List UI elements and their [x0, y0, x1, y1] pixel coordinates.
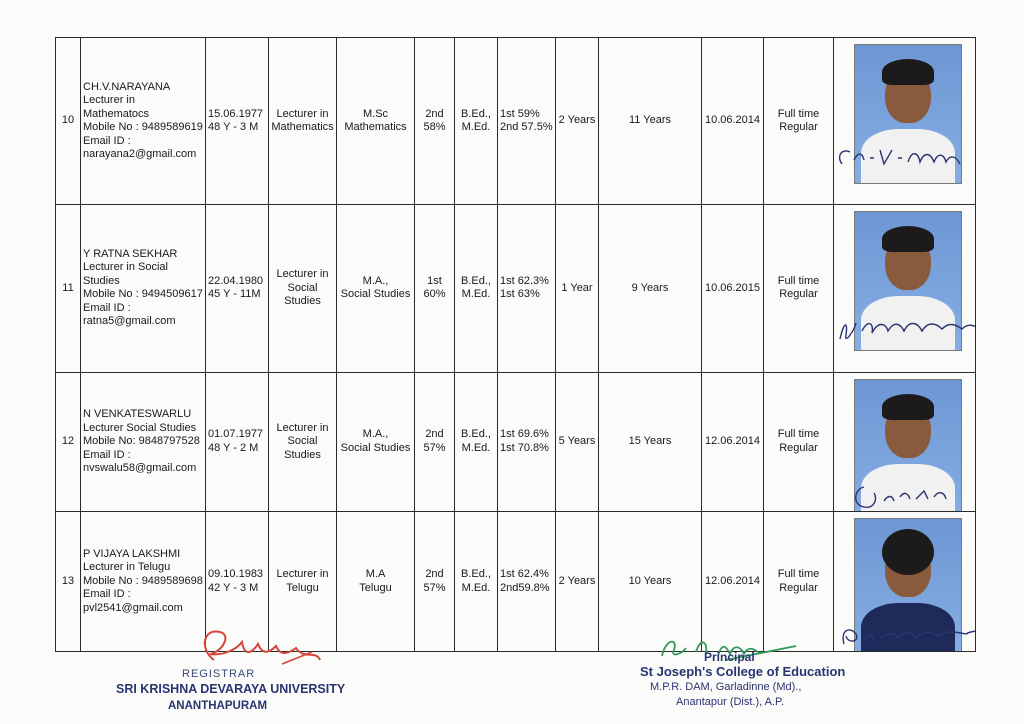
professional-qualification	[455, 205, 498, 372]
staff-email-label: Email ID :	[83, 134, 131, 147]
pg-class-line: 58%	[423, 121, 446, 134]
professional-class-line: 1st 63%	[500, 288, 540, 301]
staff-signature	[834, 134, 976, 174]
serial-number: 13	[56, 512, 81, 652]
photo-signature-cell	[834, 205, 976, 372]
photo-signature-cell	[834, 512, 976, 652]
professional-class-line: 1st 59%	[500, 107, 540, 120]
staff-mobile: Mobile No : 9489589619	[83, 121, 203, 134]
nature-of-appointment	[764, 205, 834, 372]
date-of-birth: 22.04.1980	[208, 274, 264, 287]
professional-qualification-line: B.Ed.,	[461, 428, 491, 441]
experience-college: 2 Years	[556, 512, 599, 652]
pg-qualification-line: Mathematics	[344, 121, 407, 134]
pg-qualification-line: Telugu	[359, 581, 392, 594]
staff-email: ratna5@gmail.com	[83, 315, 176, 328]
nature-of-appointment-line: Regular	[779, 121, 818, 134]
serial-number: 10	[56, 38, 81, 205]
age: 48 Y - 2 M	[208, 441, 259, 454]
professional-class-line: 2nd 57.5%	[500, 121, 553, 134]
pg-qualification-line: M.A.,	[362, 428, 389, 441]
principal-address-line1: M.P.R. DAM, Garladinne (Md).,	[650, 681, 802, 693]
registrar-university: SRI KRISHNA DEVARAYA UNIVERSITY	[116, 682, 346, 696]
staff-email: nvswalu58@gmail.com	[83, 462, 197, 475]
professional-qualification-line: B.Ed.,	[461, 274, 491, 287]
professional-class-line: 1st 62.4%	[500, 568, 549, 581]
designation	[269, 205, 337, 372]
pg-qualification	[337, 38, 415, 205]
staff-signature	[834, 301, 976, 341]
nature-of-appointment	[764, 372, 834, 512]
professional-class	[498, 372, 556, 512]
age: 42 Y - 3 M	[208, 581, 259, 594]
table-row	[56, 372, 976, 512]
professional-class	[498, 38, 556, 205]
date-of-birth: 09.10.1983	[208, 568, 264, 581]
designation	[269, 38, 337, 205]
pg-class-line: 60%	[423, 288, 446, 301]
registrar-city: ANANTHAPURAM	[168, 700, 268, 712]
pg-class-line: 2nd	[425, 107, 444, 120]
staff-role: Lecturer Social Studies	[83, 421, 197, 434]
staff-name: CH.V.NARAYANA	[83, 80, 171, 93]
pg-class-line: 2nd	[425, 568, 444, 581]
professional-class-line: 1st 70.8%	[500, 441, 549, 454]
photo-signature-cell	[834, 372, 976, 512]
staff-details	[81, 205, 206, 372]
nature-of-appointment-line: Full time	[777, 428, 820, 441]
staff-details	[81, 512, 206, 652]
professional-qualification-line: M.Ed.	[461, 441, 491, 454]
professional-class	[498, 512, 556, 652]
staff-email-label: Email ID :	[83, 301, 131, 314]
staff-role: Lecturer in Telugu	[83, 561, 171, 574]
date-of-joining: 12.06.2014	[702, 512, 764, 652]
pg-qualification-line: Social Studies	[340, 441, 411, 454]
pg-qualification-line: M.Sc	[362, 107, 389, 120]
designation-line: Telugu	[286, 581, 319, 594]
staff-details	[81, 372, 206, 512]
staff-details	[81, 38, 206, 205]
designation	[269, 372, 337, 512]
nature-of-appointment-line: Full time	[777, 107, 820, 120]
professional-qualification-line: M.Ed.	[461, 121, 491, 134]
faculty-sheet	[55, 37, 975, 652]
pg-qualification-line: M.A.,	[362, 274, 389, 287]
professional-qualification-line: M.Ed.	[461, 288, 491, 301]
experience-college: 1 Year	[556, 205, 599, 372]
date-of-birth-age	[206, 38, 269, 205]
nature-of-appointment	[764, 38, 834, 205]
pg-qualification-line: M.A	[365, 568, 386, 581]
pg-qualification	[337, 372, 415, 512]
principal-college: St Joseph's College of Education	[640, 664, 846, 679]
registrar-label: REGISTRAR	[182, 668, 256, 680]
designation-line: Lecturer in	[276, 107, 329, 120]
professional-qualification-line: B.Ed.,	[461, 107, 491, 120]
date-of-birth: 15.06.1977	[208, 107, 264, 120]
date-of-birth-age	[206, 205, 269, 372]
photo-signature-cell	[834, 38, 976, 205]
professional-qualification	[455, 372, 498, 512]
designation-line: Lecturer in	[276, 568, 329, 581]
staff-mobile: Mobile No : 9489589698	[83, 574, 203, 587]
date-of-joining: 12.06.2014	[702, 372, 764, 512]
professional-qualification-line: M.Ed.	[461, 581, 491, 594]
table-row	[56, 38, 976, 205]
experience-college: 2 Years	[556, 38, 599, 205]
nature-of-appointment-line: Regular	[779, 288, 818, 301]
experience-total: 11 Years	[599, 38, 702, 205]
designation-line: Social	[287, 281, 318, 294]
staff-mobile: Mobile No : 9494509617	[83, 288, 203, 301]
designation-line: Mathematics	[271, 121, 334, 134]
professional-class-line: 2nd59.8%	[500, 581, 550, 594]
faculty-rows	[56, 38, 976, 652]
designation-line: Social	[287, 435, 318, 448]
nature-of-appointment-line: Regular	[779, 441, 818, 454]
pg-class	[415, 372, 455, 512]
date-of-birth: 01.07.1977	[208, 428, 264, 441]
experience-total: 15 Years	[599, 372, 702, 512]
professional-class-line: 1st 62.3%	[500, 274, 549, 287]
designation-line: Lecturer in	[276, 268, 329, 281]
faculty-table	[55, 37, 976, 652]
serial-number: 11	[56, 205, 81, 372]
nature-of-appointment-line: Regular	[779, 581, 818, 594]
staff-email-label: Email ID :	[83, 448, 131, 461]
pg-class-line: 2nd	[425, 428, 444, 441]
pg-qualification	[337, 512, 415, 652]
experience-college: 5 Years	[556, 372, 599, 512]
serial-number: 12	[56, 372, 81, 512]
experience-total: 10 Years	[599, 512, 702, 652]
staff-name: P VIJAYA LAKSHMI	[83, 547, 181, 560]
designation-line: Studies	[284, 448, 321, 461]
staff-email-label: Email ID :	[83, 588, 131, 601]
pg-qualification	[337, 205, 415, 372]
age: 45 Y - 11M	[208, 288, 261, 301]
professional-class-line: 1st 69.6%	[500, 428, 549, 441]
pg-class	[415, 512, 455, 652]
date-of-joining: 10.06.2015	[702, 205, 764, 372]
table-row	[56, 205, 976, 372]
staff-name: N VENKATESWARLU	[83, 408, 192, 421]
principal-title: Principal	[704, 650, 755, 664]
staff-mobile: Mobile No: 9848797528	[83, 435, 200, 448]
nature-of-appointment-line: Full time	[777, 274, 820, 287]
staff-role: Lecturer in Mathematocs	[83, 94, 150, 120]
age: 48 Y - 3 M	[208, 121, 259, 134]
professional-qualification	[455, 512, 498, 652]
date-of-joining: 10.06.2014	[702, 38, 764, 205]
professional-qualification	[455, 38, 498, 205]
pg-class-line: 1st	[427, 274, 442, 287]
pg-class-line: 57%	[423, 581, 446, 594]
pg-class	[415, 38, 455, 205]
professional-qualification-line: B.Ed.,	[461, 568, 491, 581]
experience-total: 9 Years	[599, 205, 702, 372]
designation-line: Studies	[284, 295, 321, 308]
nature-of-appointment	[764, 512, 834, 652]
staff-signature	[834, 469, 976, 509]
pg-qualification-line: Social Studies	[340, 288, 411, 301]
pg-class	[415, 205, 455, 372]
principal-address-line2: Anantapur (Dist.), A.P.	[676, 696, 785, 708]
designation-line: Lecturer in	[276, 421, 329, 434]
staff-email: pvl2541@gmail.com	[83, 601, 183, 614]
professional-class	[498, 205, 556, 372]
date-of-birth-age	[206, 372, 269, 512]
staff-role: Lecturer in Social Studies	[83, 261, 168, 287]
pg-class-line: 57%	[423, 441, 446, 454]
staff-name: Y RATNA SEKHAR	[83, 247, 178, 260]
staff-signature	[834, 608, 976, 648]
nature-of-appointment-line: Full time	[777, 568, 820, 581]
staff-email: narayana2@gmail.com	[83, 148, 197, 161]
